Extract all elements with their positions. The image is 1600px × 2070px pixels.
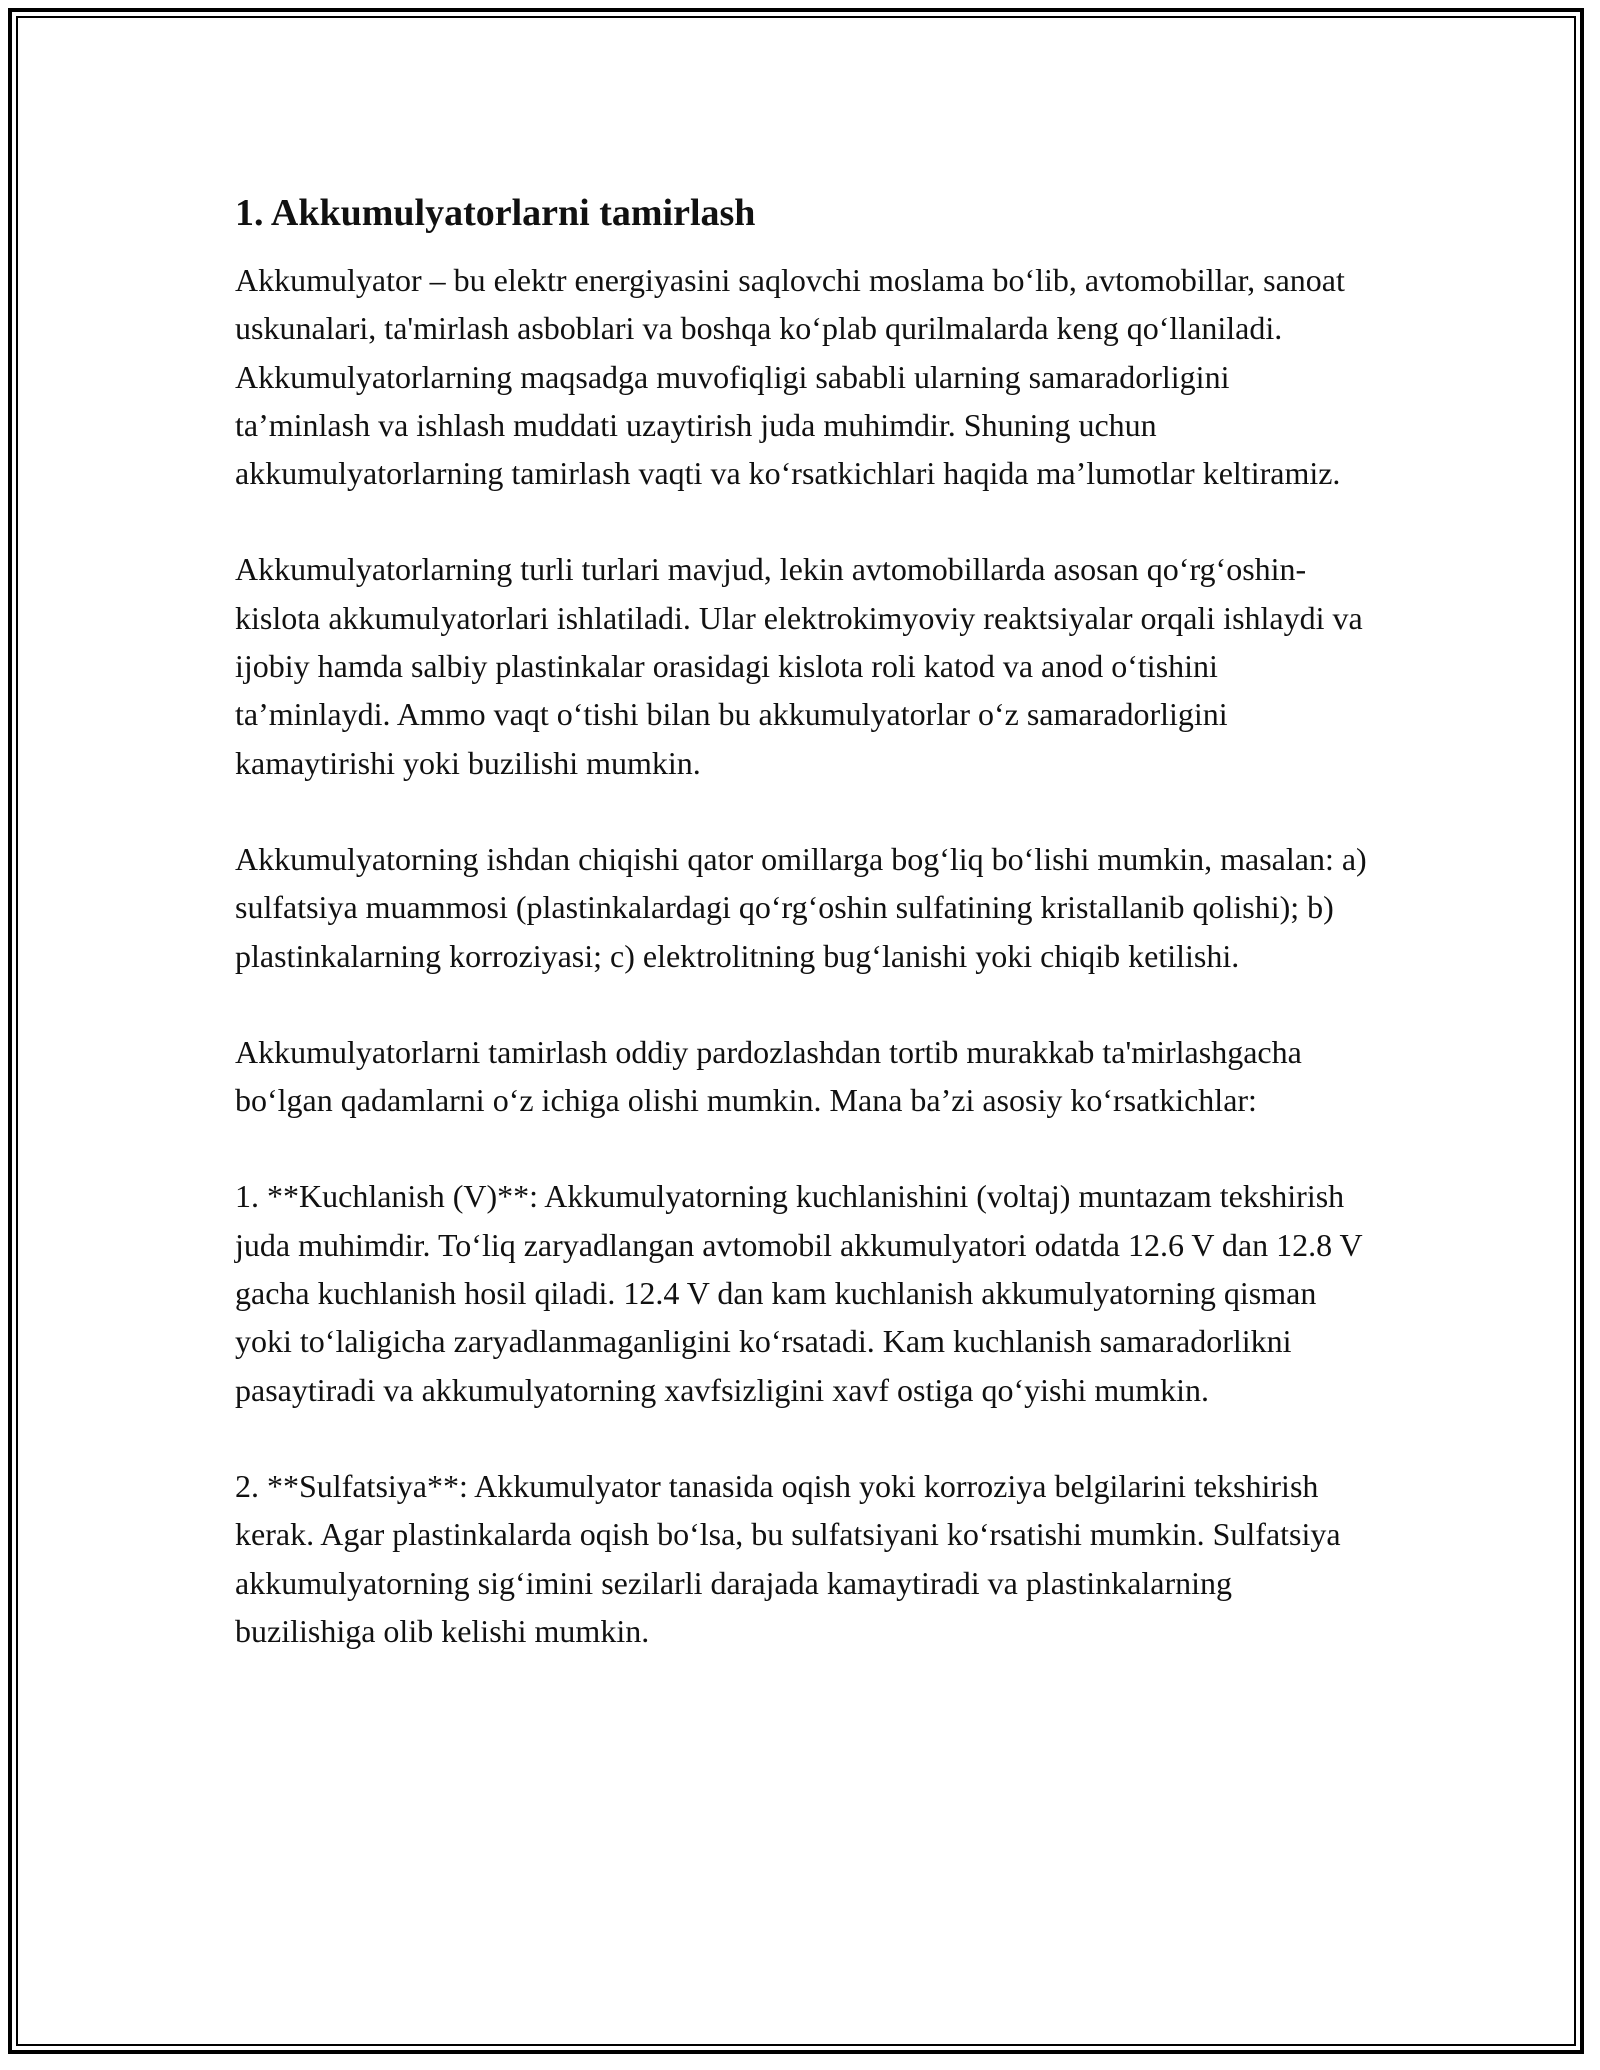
list-item-sulfation: 2. **Sulfatsiya**: Akkumulyator tanasida oqish yoki korroziya belgilarini tekshirish kerak. Agar plastinkalarda oqish bo‘lsa, bu sulfatsiyani ko‘rsatishi mumkin. Sulfatsiya akkumulyatorning sig‘imini sezilarli darajada kamaytiradi va plastinkalarning buzilishiga olib kelishi mumkin. xyxy=(235,1467,1341,1649)
list-item-voltage: 1. **Kuchlanish (V)**: Akkumulyatorning kuchlanishini (voltaj) muntazam tekshirish juda muhimdir. To‘liq zaryadlangan avtomobil akkumulyatori odatda 12.6 V dan 12.8 V gacha kuchlanish hosil qiladi. 12.4 V dan kam kuchlanish akkumulyatorning qisman yoki to‘laligicha zaryadlanmaganligini ko‘rsatadi. Kam kuchlanish samaradorlikni pasaytiradi va akkumulyatorning xavfsizligini xavf ostiga qo‘yishi mumkin. xyxy=(235,1178,1363,1408)
paragraph-types: Akkumulyatorlarning turli turlari mavjud, lekin avtomobillarda asosan qo‘rg‘oshin-kislota akkumulyatorlari ishlatiladi. Ular elektrokimyoviy reaktsiyalar orqali ishlaydi va ijobiy hamda salbiy plastinkalar orasidagi kislota roli katod va anod o‘tishini ta’minlaydi. Ammo vaqt o‘tishi bilan bu akkumulyatorlar o‘z samaradorligini kamaytirishi yoki buzilishi mumkin. xyxy=(235,551,1363,781)
paragraph-repair-steps: Akkumulyatorlarni tamirlash oddiy pardozlashdan tortib murakkab ta'mirlashgacha bo‘lgan qadamlarni o‘z ichiga olishi mumkin. Mana ba’zi asosiy ko‘rsatkichlar: xyxy=(235,1033,1302,1119)
document-heading: 1. Akkumulyatorlarni tamirlash xyxy=(235,192,756,234)
document-body xyxy=(235,188,1370,1655)
paragraph-failure-causes: Akkumulyatorning ishdan chiqishi qator omillarga bog‘liq bo‘lishi mumkin, masalan: a) sulfatsiya muammosi (plastinkalardagi qo‘rg‘oshin sulfatining kristallanib qolishi); b) plastinkalarning korroziyasi; c) elektrolitning bug‘lanishi yoki chiqib ketilishi. xyxy=(235,840,1367,974)
paragraph-intro: Akkumulyator – bu elektr energiyasini saqlovchi moslama bo‘lib, avtomobillar, sanoat uskunalari, ta'mirlash asboblari va boshqa ko‘plab qurilmalarda keng qo‘llaniladi. Akkumulyatorlarning maqsadga muvofiqligi sababli ularning samaradorligini ta’minlash va ishlash muddati uzaytirish juda muhimdir. Shuning uchun akkumulyatorlarning tamirlash vaqti va ko‘rsatkichlari haqida ma’lumotlar keltiramiz. xyxy=(235,262,1345,492)
